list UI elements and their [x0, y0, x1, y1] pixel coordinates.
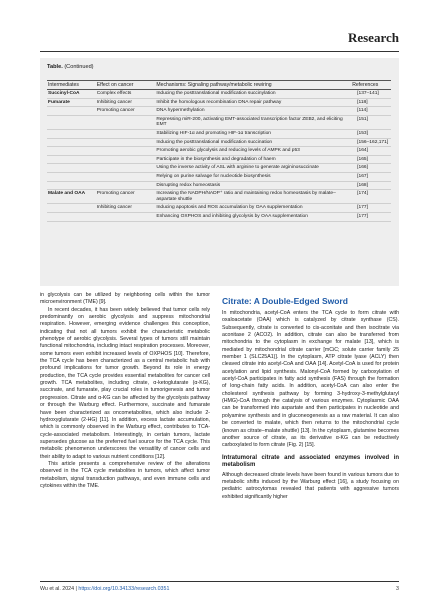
cell-mechanism: Inducing apoptosis and ROS accumulation by OAA supplementation [156, 205, 303, 211]
cell-effect [97, 117, 157, 128]
section-title: Citrate: A Double-Edged Sword [222, 296, 348, 306]
cell-reference: [166] [357, 165, 368, 171]
cell-mechanism: Disrupting redox homeostasis [156, 182, 221, 188]
cell-reference: [177] [357, 213, 368, 219]
table-header-row [47, 80, 391, 90]
cell-intermediate [47, 174, 97, 180]
intermediate-name: Succinyl-CoA [48, 91, 80, 96]
table-body [47, 90, 391, 222]
cell-effect: Inhibiting cancer [96, 205, 132, 211]
table-row [47, 190, 391, 204]
cell-effect [97, 131, 157, 137]
table-title [47, 64, 391, 70]
cell-mechanism: DNA hypermethylation [156, 108, 205, 114]
cell-reference: [153] [357, 130, 368, 136]
header-effect: Effect on cancer [96, 82, 134, 88]
cell-intermediate [47, 165, 97, 171]
subsection-title: Intratumoral citrate and associated enzymes involved in metabolism [222, 454, 399, 469]
cell-reference: [114] [357, 108, 368, 114]
cell-reference: [177] [357, 205, 368, 211]
metabolites-table [47, 80, 391, 222]
cell-mechanism: Stabilizing HIF-1α and promoting HIF-1α transcription [156, 130, 271, 136]
intermediate-name: Fumarate [48, 99, 70, 105]
cell-reference: [156–162,171] [357, 139, 389, 145]
cell-mechanism: Promoting aerobic glycolysis and reducing levels of AMPK and p53 [156, 148, 300, 154]
table-title-suffix: (Continued) [64, 64, 94, 70]
table-row [47, 116, 391, 130]
cell-effect [97, 157, 157, 163]
cell-intermediate [47, 91, 97, 97]
journal-masthead: Research [347, 30, 399, 45]
cell-mechanism: Inducing the posttranslational modification succination [156, 139, 273, 145]
cell-reference: [174] [357, 191, 368, 197]
intermediate-name: Malate and OAA [48, 191, 86, 197]
cell-intermediate [47, 205, 97, 211]
cell-intermediate [47, 214, 97, 220]
cell-intermediate [47, 148, 97, 154]
cell-mechanism: Inducing the posttranslational modification succinylation [156, 91, 276, 96]
right-text-column [222, 292, 399, 501]
cell-effect [97, 148, 157, 154]
cell-effect: Promoting cancer [96, 108, 135, 114]
page-number: 3 [396, 586, 399, 592]
table-row [47, 173, 391, 182]
doi-link[interactable]: https://doi.org/10.34133/research.0351 [78, 586, 170, 592]
header-mechanisms: Mechanisms: Signaling pathway/metabolic rewiring [156, 82, 272, 88]
cell-reference: [137–141] [357, 91, 379, 96]
header-intermediates: Intermediates [48, 82, 79, 88]
table-row [47, 130, 391, 139]
cell-effect [97, 183, 157, 189]
table-row [47, 156, 391, 165]
paragraph: In recent decades, it has been widely believed that tumor cells rely predominantly on aerobic glycolysis and suppress mitochondrial respiration. However, emerging evidence challenges this conception, indicating that not all tumors exhibit the characteristic metabolic phenotype of aerobic glycolysis. Several types of tumors still maintain functional mitochondria, including intact respiration processes. Moreover, some tumors even exhibit increased levels of OXPHOS [10]. Therefore, the TCA cycle has been characterized as a central metabolic hub with profound implications for tumor growth. Beyond its role in energy production, the TCA cycle provides essential metabolites for cancer cell growth. TCA metabolites, including citrate, α-ketoglutarate (α-KG), succinate, and fumarate, play crucial roles in tumorigenesis and tumor progression. Citrate and α-KG can be affected by the glycolysis pathway or through the Warburg effect. Furthermore, succinate and fumarate have been characterized as oncometabolites, which also include 2-hydroxyglutarate (2-HG) [11]. In addition, excess lactate accumulation, which is commonly observed in the Warburg effect, contributes to TCA-cycle-associated metabolism. Interestingly, in certain tumors, lactate supersedes glucose as the preferred fuel source for the TCA cycle. This metabolic phenomenon underscores the versatility of cancer cells and their ability to adapt to various nutrient conditions [12]. [40, 306, 210, 460]
cell-mechanism: Repressing miR-200, activating EMT-associated transcription factor ZEB2, and eliciting EMT [156, 116, 343, 128]
cell-effect [97, 140, 157, 146]
table-row [47, 107, 391, 116]
table-row [47, 164, 391, 173]
cell-reference: [165] [357, 156, 368, 162]
cell-reference: [168] [357, 182, 368, 188]
paragraph: in glycolysis can be utilized by neighboring cells within the tumor microenvironment (TME) [9]. [40, 292, 210, 306]
cell-reference: [167] [357, 173, 368, 179]
table-row [47, 90, 391, 99]
cell-mechanism: Increasing the NADPH/NADP⁺ ratio and maintaining redox homeostasis by malate–aspartate shuttle [156, 191, 336, 202]
cell-intermediate [47, 131, 97, 137]
left-text-column [40, 292, 210, 490]
cell-intermediate [47, 117, 97, 128]
cell-reference: [164] [357, 148, 368, 154]
metabolites-table-panel [40, 58, 399, 286]
paragraph: Although decreased citrate levels have been found in various tumors due to metabolic shifts induced by the Warburg effect [16], a study focusing on pediatric astrocytomas revealed that patients with aggressive tumors exhibited significantly higher [222, 471, 399, 500]
cell-effect [97, 214, 157, 220]
cell-intermediate [47, 108, 97, 114]
cell-mechanism: Relying on purine salvage for nucleotide biosynthesis [156, 173, 271, 179]
footer-divider [40, 581, 399, 582]
cell-effect [97, 174, 157, 180]
paragraph: This article presents a comprehensive review of the alterations observed in the TCA cycle metabolites in tumors, which affect tumor metabolism, signal transduction pathways, and even immune cells and cytokines within the TME. [40, 460, 210, 489]
table-row [47, 213, 391, 222]
cell-intermediate [47, 191, 97, 202]
cell-intermediate [47, 183, 97, 189]
cell-mechanism: Inhibit the homologous recombination DNA repair pathway [156, 99, 282, 105]
cell-effect: Inhibiting cancer [96, 99, 132, 105]
cell-intermediate [47, 100, 97, 106]
footer-citation [40, 586, 169, 592]
table-title-label: Table. [47, 64, 63, 70]
cell-intermediate [47, 140, 97, 146]
cell-effect: Promoting cancer [96, 191, 135, 197]
table-row [47, 147, 391, 156]
table-row [47, 139, 391, 148]
header-references: References [352, 82, 379, 88]
cell-effect [97, 165, 157, 171]
paragraph: In mitochondria, acetyl-CoA enters the TCA cycle to form citrate with oxaloacetate (OAA) which is catalyzed by citrate synthase (CS). Subsequently, citrate is converted to cis-aconitate and then isocitrate via aconitase 2 (ACO2). In addition, citrate can also be transferred from mitochondria to the cytoplasm in exchange for malate [13], which is mediated by mitochondrial citrate carrier [mCiC; solute carrier family 25 member 1 (SLC25A1)]. In the cytoplasm, ATP citrate lyase (ACLY) then cleaved citrate into acetyl-CoA and OAA [14]. Acetyl-CoA is used for protein acetylation and lipid synthesis. Malonyl-CoA formed by carboxylation of acetyl-CoA participates in fatty acid synthesis (FAS) through the formation of long-chain fatty acids. In addition, acetyl-CoA can also enter the cholesterol synthesis pathway by forming 3-hydroxy-3-methylglutaryl (HMG)-CoA through the catalysis of various enzymes. Cytoplasmic OAA can be transformed into aspartate and then participates in nucleotide and polyamine synthesis and in gluconeogenesis as a raw material. It can also be converted to malate, which then returns to the mitochondrial cycle (known as citrate–malate shuttle) [13]. In the cytoplasm, glutamine becomes another source of citrate, as its derivative α-KG can be reductively carboxylated to form citrate (Fig. 2) [15]. [222, 310, 399, 449]
cell-intermediate [47, 157, 97, 163]
table-row [47, 204, 391, 213]
table-row [47, 182, 391, 191]
table-row [47, 99, 391, 108]
cell-reference: [151] [357, 116, 368, 122]
cell-mechanism: Participate in the biosynthesis and degradation of haem [156, 156, 276, 162]
citation-text: Wu et al. 2024 | [40, 586, 77, 592]
masthead-divider [40, 51, 399, 52]
cell-effect: Complex effects [96, 91, 132, 96]
cell-reference: [118] [357, 99, 368, 105]
cell-mechanism: Using the inverse activity of ASL with arginine to generate argininosuccinate [156, 165, 319, 171]
cell-mechanism: Enhancing OXPHOS and inhibiting glycolysis by OAA supplementation [156, 213, 308, 219]
